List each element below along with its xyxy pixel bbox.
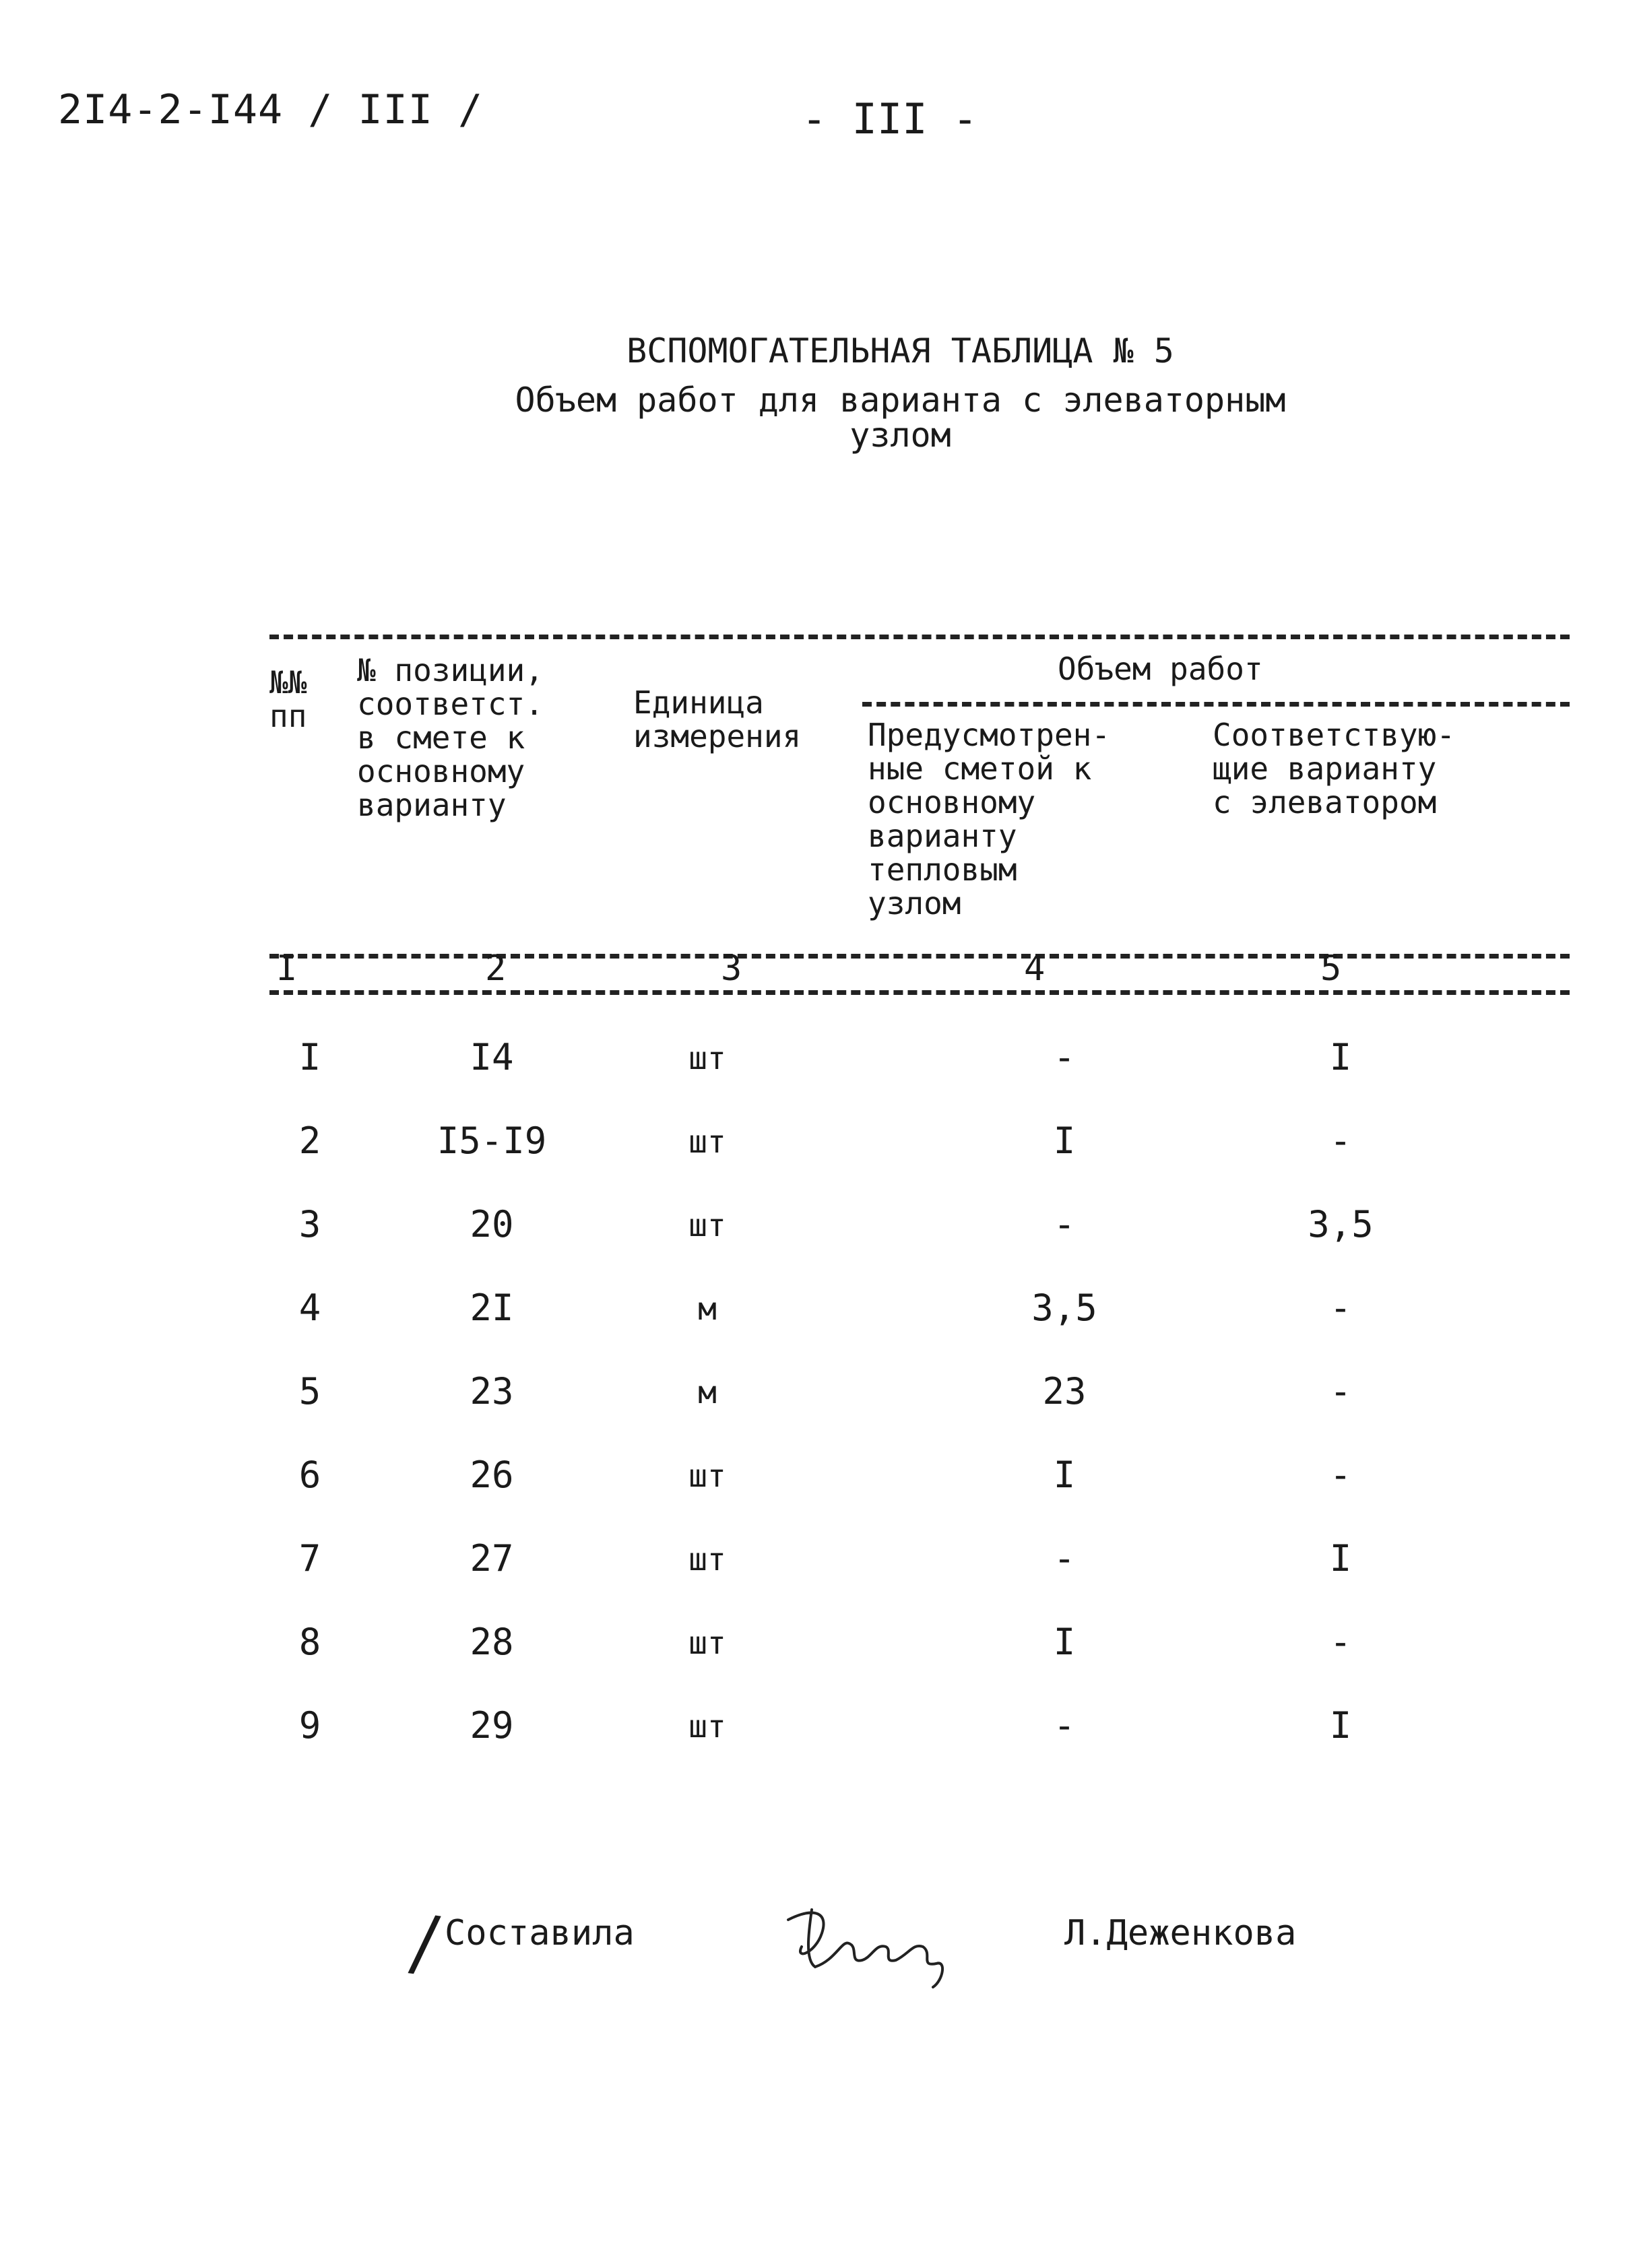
header-position: № позиции, соответст. в смете к основному варианту [357, 652, 544, 823]
group-rule [862, 702, 1570, 707]
position-cell: 20 [470, 1203, 514, 1245]
base-variant-cell: 3,5 [1031, 1287, 1097, 1329]
position-cell: 27 [470, 1537, 514, 1580]
base-variant-cell: I [1053, 1454, 1076, 1496]
column-number-1: I [276, 948, 298, 989]
colnum-top-rule [269, 954, 1570, 959]
elevator-variant-cell: - [1329, 1370, 1352, 1413]
unit-cell: шт [688, 1458, 726, 1494]
base-variant-cell: 23 [1042, 1370, 1087, 1413]
column-number-3: 3 [721, 948, 742, 989]
elevator-variant-cell: - [1329, 1120, 1352, 1162]
unit-cell: шт [688, 1625, 726, 1661]
elevator-variant-cell: I [1329, 1036, 1352, 1078]
unit-cell: шт [688, 1207, 726, 1243]
position-cell: 2I [470, 1287, 514, 1329]
header-unit: Единица измерения [633, 684, 802, 754]
unit-cell: м [698, 1291, 717, 1327]
header-row-number: №№ пп [269, 664, 307, 734]
signature-label: Составила [445, 1913, 635, 1953]
elevator-variant-cell: I [1329, 1537, 1352, 1580]
elevator-variant-cell: I [1329, 1704, 1352, 1747]
position-cell: I5-I9 [437, 1120, 547, 1162]
position-cell: 23 [470, 1370, 514, 1413]
elevator-variant-cell: - [1329, 1287, 1352, 1329]
page-number: - III - [802, 94, 978, 143]
handwritten-signature [775, 1879, 977, 2001]
row-number: 3 [298, 1203, 321, 1245]
elevator-variant-cell: - [1329, 1621, 1352, 1663]
signature-slash-mark: / [406, 1898, 443, 1987]
header-elevator-variant: Соответствую- щие варианту с элеватором [1213, 717, 1456, 820]
unit-cell: шт [688, 1708, 726, 1745]
row-number: 6 [298, 1454, 321, 1496]
unit-cell: шт [688, 1541, 726, 1578]
colnum-bottom-rule [269, 990, 1570, 995]
unit-cell: шт [688, 1040, 726, 1076]
position-cell: I4 [470, 1036, 514, 1078]
row-number: 7 [298, 1537, 321, 1580]
row-number: 2 [298, 1120, 321, 1162]
unit-cell: м [698, 1374, 717, 1411]
table-top-rule [269, 635, 1570, 639]
table-title: ВСПОМОГАТЕЛЬНАЯ ТАБЛИЦА № 5 [626, 331, 1174, 370]
row-number: I [298, 1036, 321, 1078]
header-volume-group: Объем работ [1058, 651, 1263, 687]
document-code: 2I4-2-I44 / III / [58, 86, 484, 133]
base-variant-cell: I [1053, 1621, 1076, 1663]
base-variant-cell: - [1053, 1203, 1076, 1245]
base-variant-cell: - [1053, 1036, 1076, 1078]
position-cell: 29 [470, 1704, 514, 1747]
row-number: 4 [298, 1287, 321, 1329]
position-cell: 26 [470, 1454, 514, 1496]
signatory-name: Л.Деженкова [1064, 1913, 1297, 1953]
row-number: 9 [298, 1704, 321, 1747]
column-number-5: 5 [1320, 948, 1342, 989]
row-number: 5 [298, 1370, 321, 1413]
header-base-variant: Предусмотрен- ные сметой к основному варианту тепловым узлом [868, 717, 1111, 921]
column-number-4: 4 [1024, 948, 1046, 989]
base-variant-cell: I [1053, 1120, 1076, 1162]
unit-cell: шт [688, 1124, 726, 1160]
base-variant-cell: - [1053, 1704, 1076, 1747]
row-number: 8 [298, 1621, 321, 1663]
position-cell: 28 [470, 1621, 514, 1663]
base-variant-cell: - [1053, 1537, 1076, 1580]
elevator-variant-cell: 3,5 [1308, 1203, 1374, 1245]
column-number-2: 2 [485, 948, 507, 989]
table-subtitle: Объем работ для варианта с элеваторным узлом [515, 381, 1286, 455]
elevator-variant-cell: - [1329, 1454, 1352, 1496]
